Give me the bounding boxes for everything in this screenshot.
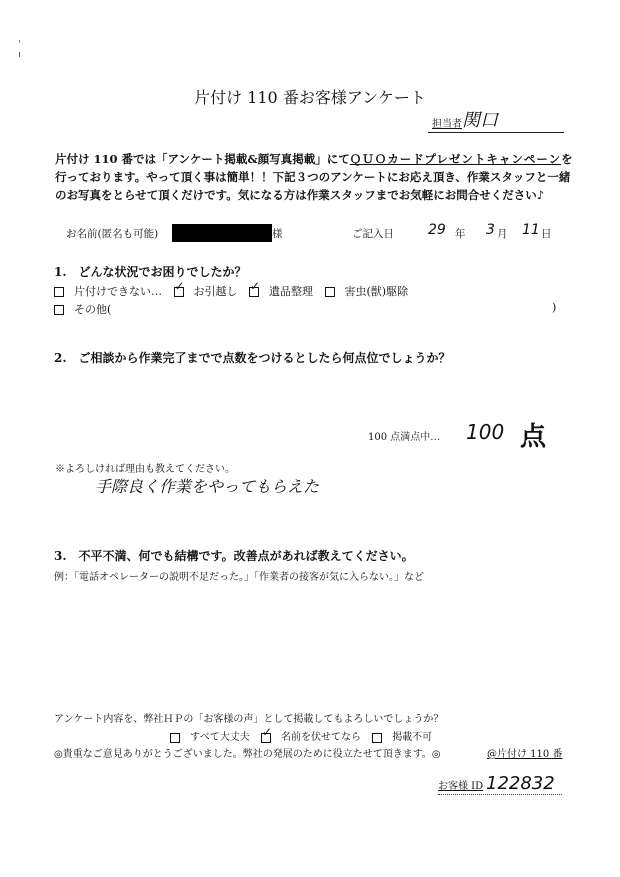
scan-mark [19,52,20,57]
q3-example: 例：「電話オペレーターの説明不足だった。」「作業者の接客が気に入らない。」など [54,572,424,583]
redacted-name [172,224,272,242]
reason-answer: 手際良く作業をやってもらえた [95,477,320,496]
page-title: 片付け 110 番お客様アンケート [194,88,426,107]
question-2: 2. ご相談から作業完了までで点数をつけるとしたら何点位でしょうか？ [54,351,451,365]
checkbox[interactable] [54,287,64,297]
score-label: 100 点満点中… [368,432,441,443]
date-day: 11 [522,222,540,238]
q1-option-tidy[interactable]: 片付けできない… [54,283,162,299]
reason-prompt: ※よろしければ理由も教えてください。 [55,464,235,475]
customer-id-value: 122832 [486,773,555,794]
checkbox[interactable] [325,287,335,297]
score-unit: 点 [520,422,547,452]
question-1: 1. どんな状況でお困りでしたか？ [54,265,247,279]
q1-option-other[interactable]: その他( [54,301,111,317]
date-year: 29 [428,222,446,238]
staff-field [428,110,564,133]
q1-other-close: ) [552,301,557,314]
customer-id-field [438,770,562,795]
staff-value: 関口 [462,110,498,131]
q1-option-moving[interactable]: ✓ お引越し [174,283,238,299]
intro-text-1: 片付け 110 番では「アンケート掲載&顔写真掲載」にて [55,152,350,166]
staff-label: 担当者 [432,119,462,130]
intro-paragraph [55,150,575,204]
checkbox-checked[interactable] [174,287,184,297]
score-value: 100 [466,420,505,444]
consent-options [170,728,440,743]
day-unit: 日 [541,228,552,240]
checkbox[interactable] [170,733,180,743]
name-label: お名前(匿名も可能) [66,228,159,240]
checkbox[interactable] [54,305,64,315]
scan-mark [19,40,20,43]
date-label: ご記入日 [352,228,394,240]
intro-text-2: を行っております。やって頂く事は簡単！！下記３つのアンケートにお応え頂き、作業スタッフと一緒のお写真をとらせて頂くだけです。気になる方は作業スタッフまでお気軽にお問合せください♪ [55,152,573,202]
customer-id-label: お客様 ID [438,781,484,792]
consent-option-anonymous[interactable]: ✓ 名前を伏せてなら [261,728,361,743]
name-suffix: 様 [272,228,283,240]
year-unit: 年 [455,228,466,240]
checkbox[interactable] [372,733,382,743]
campaign-name: ＱＵＯカードプレゼントキャンペーン [349,152,562,166]
consent-question: アンケート内容を、弊社ＨＰの「お客様の声」として掲載してもよろしいでしょうか？ [54,714,444,725]
checkbox-checked[interactable] [249,287,259,297]
q1-option-estate[interactable]: ✓ 遺品整理 [249,283,313,299]
thanks-message: ◎貴重なご意見ありがとうございました。弊社の発展のために役立たせて頂きます。◎ [54,749,441,760]
brand-signature: @片付け 110 番 [487,749,563,760]
month-unit: 月 [497,228,508,240]
consent-option-decline[interactable]: 掲載不可 [372,728,432,743]
q1-options [54,283,416,299]
q1-option-pest[interactable]: 害虫(獣)駆除 [325,283,409,299]
date-month: 3 [486,222,495,238]
consent-option-all[interactable]: すべて大丈夫 [170,728,250,743]
question-3: 3. 不平不満、何でも結構です。改善点があれば教えてください。 [54,549,414,563]
checkbox-checked[interactable] [261,733,271,743]
